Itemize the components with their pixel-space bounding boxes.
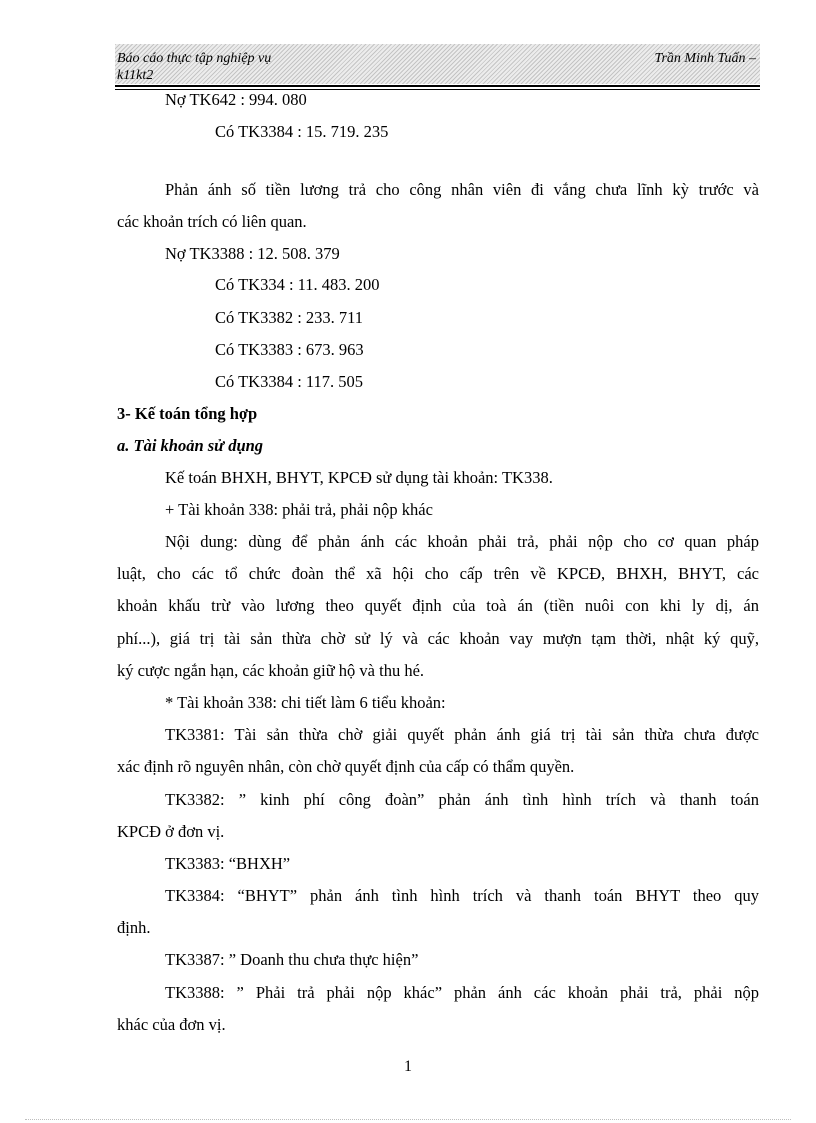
paragraph-line: TK3382: ” kinh phí công đoàn” phản ánh tình hình trích và thanh toán (165, 790, 759, 809)
entry-debit: Nợ TK642 : 994. 080 (165, 90, 307, 109)
paragraph-line: khác của đơn vị. (117, 1015, 226, 1034)
entry-credit: Có TK3382 : 233. 711 (215, 308, 364, 327)
paragraph-line: TK3383: “BHXH” (165, 854, 291, 873)
paragraph-line: ký cược ngắn hạn, các khoản giữ hộ và thu hé. (117, 661, 425, 680)
paragraph-line: KPCĐ ở đơn vị. (117, 822, 225, 841)
paragraph-line: Nội dung: dùng để phản ánh các khoản phải trả, phải nộp cho cơ quan pháp (165, 532, 759, 551)
header-rule (115, 85, 760, 87)
header-author: Trần Minh Tuấn – (654, 51, 756, 66)
paragraph-line: phí...), giá trị tài sản thừa chờ sử lý và các khoản vay mượn tạm thời, nhật ký quỹ, (117, 629, 759, 648)
entry-credit: Có TK3384 : 117. 505 (215, 372, 364, 391)
header-report-title-text: Báo cáo thực tập nghiệp vụ k11kt2 (117, 51, 272, 83)
header-report-title (117, 50, 337, 84)
paragraph-line: TK3384: “BHYT” phản ánh tình hình trích và thanh toán BHYT theo quy (165, 886, 759, 905)
page-number: 1 (404, 1058, 412, 1075)
subsection-heading: a. Tài khoản sử dụng (117, 436, 264, 455)
paragraph-line: * Tài khoản 338: chi tiết làm 6 tiểu khoản: (165, 693, 446, 712)
section-heading: 3- Kế toán tổng hợp (117, 404, 258, 423)
paragraph-line: khoản khấu trừ vào lương theo quyết định của toà án (tiền nuôi con khi ly dị, án (117, 596, 759, 615)
page-header (115, 44, 760, 84)
paragraph-line: luật, cho các tổ chức đoàn thể xã hội cho cấp trên về KPCĐ, BHXH, BHYT, các (117, 564, 759, 583)
entry-credit: Có TK3383 : 673. 963 (215, 340, 364, 359)
paragraph-line: Kế toán BHXH, BHYT, KPCĐ sử dụng tài khoản: TK338. (165, 468, 553, 487)
paragraph-line: xác định rõ nguyên nhân, còn chờ quyết định của cấp có thẩm quyền. (117, 757, 575, 776)
paragraph-line: + Tài khoản 338: phải trả, phải nộp khác (165, 500, 433, 519)
entry-debit: Nợ TK3388 : 12. 508. 379 (165, 244, 340, 263)
paragraph-line: định. (117, 918, 151, 937)
paragraph-line: TK3387: ” Doanh thu chưa thực hiện” (165, 950, 419, 969)
paragraph-line (119, 179, 759, 201)
page-boundary (25, 1119, 791, 1120)
paragraph-line: các khoản trích có liên quan. (117, 212, 307, 231)
entry-credit: Có TK334 : 11. 483. 200 (215, 275, 380, 294)
entry-credit: Có TK3384 : 15. 719. 235 (215, 122, 389, 141)
paragraph-line: TK3381: Tài sản thừa chờ giải quyết phản ánh giá trị tài sản thừa chưa được (165, 725, 759, 744)
paragraph-line: TK3388: ” Phải trả phải nộp khác” phản ánh các khoản phải trả, phải nộp (165, 983, 759, 1002)
paragraph-text: Phản ánh số tiền lương trả cho công nhân viên đi vắng chưa lĩnh kỳ trước và (165, 180, 759, 199)
